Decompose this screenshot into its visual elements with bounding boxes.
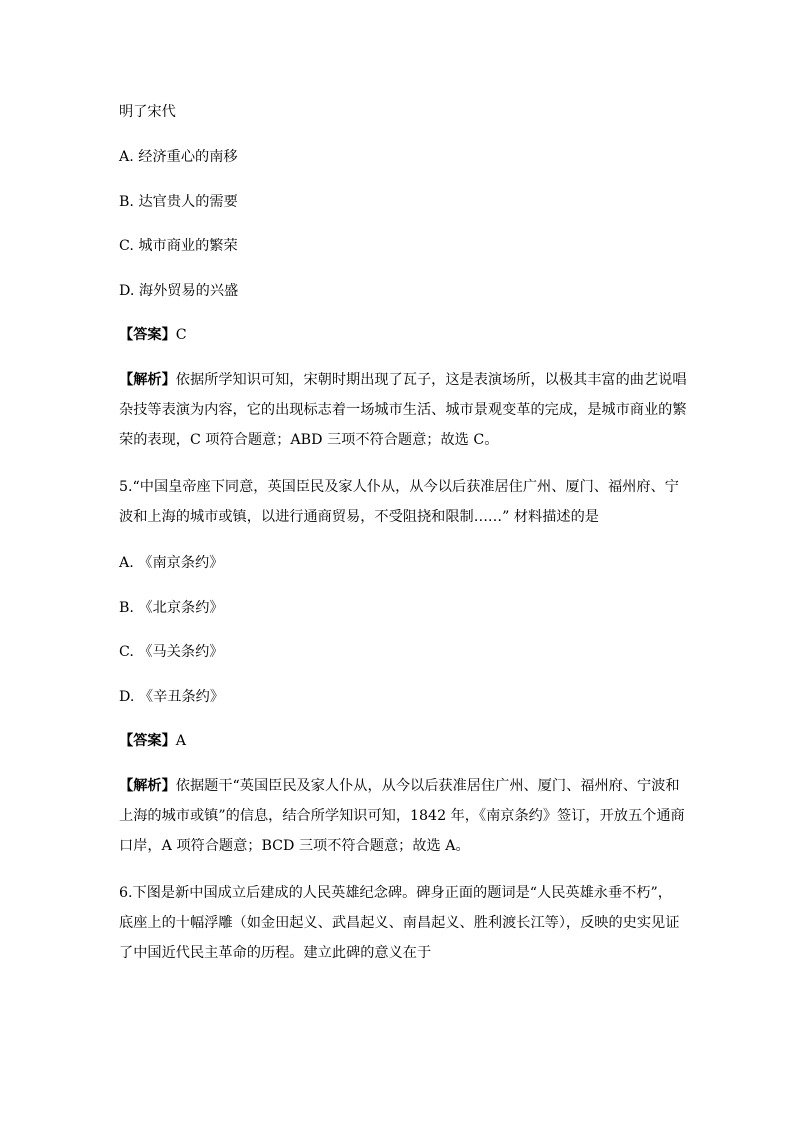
q5-option-d: D. 《辛丑条约》 — [119, 689, 225, 705]
q5-option-a: A. 《南京条约》 — [119, 555, 224, 571]
q5-answer-label: 【答案】 — [119, 733, 176, 749]
q5-analysis-line-3: 口岸，A 项符合题意；BCD 三项不符合题意；故选 A。 — [119, 838, 470, 854]
q4-option-c: C. 城市商业的繁荣 — [119, 238, 238, 254]
q4-analysis-line-2: 杂技等表演为内容，它的出现标志着一场城市生活、城市景观变革的完成，是城市商业的繁 — [119, 402, 687, 418]
q4-analysis-label: 【解析】 — [119, 372, 176, 388]
q6-stem-line-3: 了中国近代民主革命的历程。建立此碑的意义在于 — [119, 945, 432, 961]
q4-answer-value: C — [175, 327, 187, 343]
q5-answer — [119, 731, 689, 751]
q5-stem-line-2: 波和上海的城市或镇，以进行通商贸易，不受阻挠和限制……” 材料描述的是 — [119, 509, 599, 525]
q5-analysis-line-2: 上海的城市或镇”的信息，结合所学知识可知，1842 年，《南京条约》签订，开放五个通商 — [119, 808, 685, 824]
q5-option-b: B. 《北京条约》 — [119, 600, 224, 616]
q5-answer-value: A — [175, 733, 187, 749]
q4-answer — [119, 325, 689, 345]
q4-option-a: A. 经济重心的南移 — [119, 149, 238, 165]
q4-analysis-line-1 — [119, 370, 689, 390]
q5-analysis-text-1: 依据题干“英国臣民及家人仆从，从今以后获准居住广州、厦门、福州府、宁波和 — [175, 778, 680, 794]
q6-stem-line-1: 6.下图是新中国成立后建成的人民英雄纪念碑。碑身正面的题词是“人民英雄永垂不朽”， — [119, 885, 672, 901]
q4-option-d: D. 海外贸易的兴盛 — [119, 283, 239, 299]
q4-answer-label: 【答案】 — [119, 327, 176, 343]
q5-analysis-line-1 — [119, 776, 689, 796]
q4-analysis-line-3: 荣的表现，C 项符合题意；ABD 三项不符合题意；故选 C。 — [119, 432, 499, 448]
q6-stem-line-2: 底座上的十幅浮雕（如金田起义、武昌起义、南昌起义、胜利渡长江等），反映的史实见证 — [119, 915, 680, 931]
q4-option-b: B. 达官贵人的需要 — [119, 194, 238, 210]
q5-stem-line-1: 5.“中国皇帝座下同意，英国臣民及家人仆从，从今以后获准居住广州、厦门、福州府、宁 — [119, 479, 679, 495]
q5-option-c: C. 《马关条约》 — [119, 644, 224, 660]
q4-stem-tail: 明了宋代 — [119, 104, 176, 120]
q5-analysis-label: 【解析】 — [119, 778, 176, 794]
q4-analysis-text-1: 依据所学知识可知，宋朝时期出现了瓦子，这是表演场所，以极其丰富的曲艺说唱 — [175, 372, 687, 388]
